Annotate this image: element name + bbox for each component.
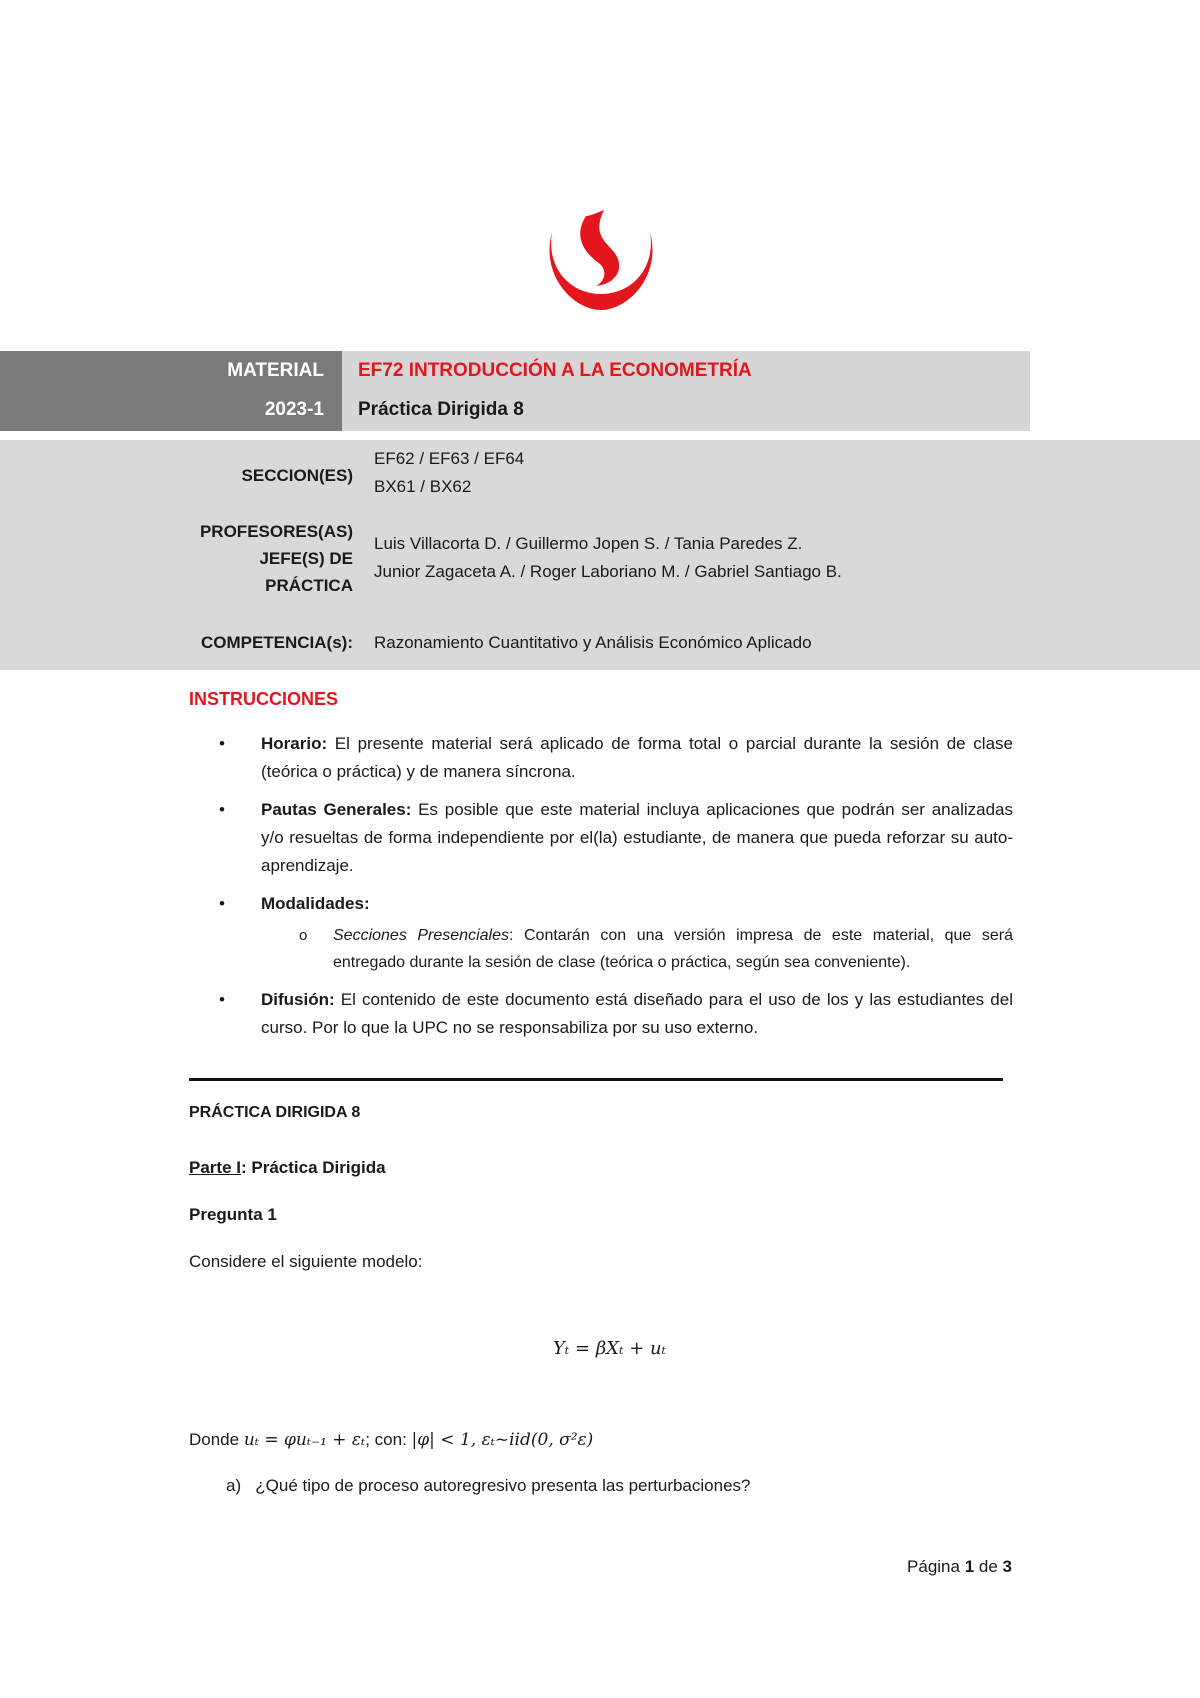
modalidades-label: Modalidades: [261, 894, 370, 913]
list-item-horario [189, 730, 1013, 786]
horario-label: Horario: [261, 734, 328, 753]
part-label: Parte I [189, 1158, 241, 1177]
instructions-title: INSTRUCCIONES [189, 689, 339, 709]
page-word: Página [907, 1557, 965, 1576]
presenciales-label: Secciones Presenciales [333, 927, 509, 944]
upc-logo-icon [546, 204, 656, 314]
professors-line-1: Luis Villacorta D. / Guillermo Jopen S. / Tania Paredes Z. [374, 534, 803, 553]
practice-heading: PRÁCTICA DIRIGIDA 8 [189, 1104, 361, 1121]
con-label: ; con: [365, 1430, 412, 1449]
item-a-text: ¿Qué tipo de proceso autoregresivo presenta las perturbaciones? [255, 1476, 751, 1495]
period-label: 2023-1 [264, 399, 324, 420]
question-item-a [226, 1476, 750, 1496]
page-footer [907, 1557, 1012, 1577]
part-title: : Práctica Dirigida [240, 1158, 386, 1177]
disturbance-definition [189, 1430, 593, 1450]
course-info-block [0, 440, 1200, 670]
professors-label-2: JEFE(S) DE [259, 549, 353, 568]
sub-item-presenciales [261, 922, 1013, 976]
page-of: de [974, 1557, 1003, 1576]
sections-line-1: EF62 / EF63 / EF64 [374, 449, 525, 468]
process-equation: uₜ = φuₜ₋₁ + εₜ [243, 1430, 366, 1450]
competence-value: Razonamiento Cuantitativo y Análisis Económico Aplicado [374, 633, 812, 652]
list-item-pautas [189, 796, 1013, 880]
part-heading [189, 1158, 386, 1178]
difusion-label: Difusión: [261, 990, 335, 1009]
list-item-difusion [189, 986, 1013, 1042]
item-a-label: a) [226, 1476, 242, 1495]
header-label-block [0, 351, 342, 431]
course-title: EF72 INTRODUCCIÓN A LA ECONOMETRÍA [358, 360, 752, 381]
professors-line-2: Junior Zagaceta A. / Roger Laboriano M. / Gabriel Santiago B. [374, 562, 842, 581]
presenciales-text: : Contarán con una versión impresa de este material, que será entregado durante la sesión de clase (teórica o práctica, según sea conveniente). [333, 927, 1013, 971]
page-total: 3 [1002, 1557, 1012, 1576]
donde-label: Donde [189, 1430, 244, 1449]
header-value-block [342, 351, 1030, 431]
material-label: MATERIAL [227, 360, 324, 381]
competence-label: COMPETENCIA(s): [200, 633, 353, 652]
section-divider [189, 1078, 1003, 1081]
model-equation: Yₜ = βXₜ + uₜ [553, 1338, 667, 1359]
professors-label-1: PROFESORES(AS) [199, 522, 353, 541]
process-condition: |φ| < 1, εₜ~iid(0, σ²ε) [411, 1430, 594, 1450]
pautas-text: Es posible que este material incluya aplicaciones que podrán ser analizadas y/o resueltas de forma independiente por el(la) estudiante, de manera que pueda reforzar su auto-aprendizaje. [261, 800, 1014, 875]
question-label: Pregunta 1 [189, 1205, 277, 1224]
page-current: 1 [964, 1557, 975, 1576]
model-intro: Considere el siguiente modelo: [189, 1252, 423, 1271]
sections-line-2: BX61 / BX62 [374, 477, 472, 496]
sections-label: SECCION(ES) [241, 466, 353, 485]
instructions-list [189, 730, 1013, 1052]
pautas-label: Pautas Generales: [261, 800, 412, 819]
list-item-modalidades [189, 890, 1013, 976]
professors-label-3: PRÁCTICA [265, 576, 353, 595]
difusion-text: El contenido de este documento está diseñado para el uso de los y las estudiantes del curso. Por lo que la UPC no se responsabiliza por su uso externo. [261, 990, 1013, 1037]
horario-text: El presente material será aplicado de forma total o parcial durante la sesión de clase (teórica o práctica) y de manera síncrona. [261, 734, 1013, 781]
practice-title: Práctica Dirigida 8 [358, 399, 524, 420]
